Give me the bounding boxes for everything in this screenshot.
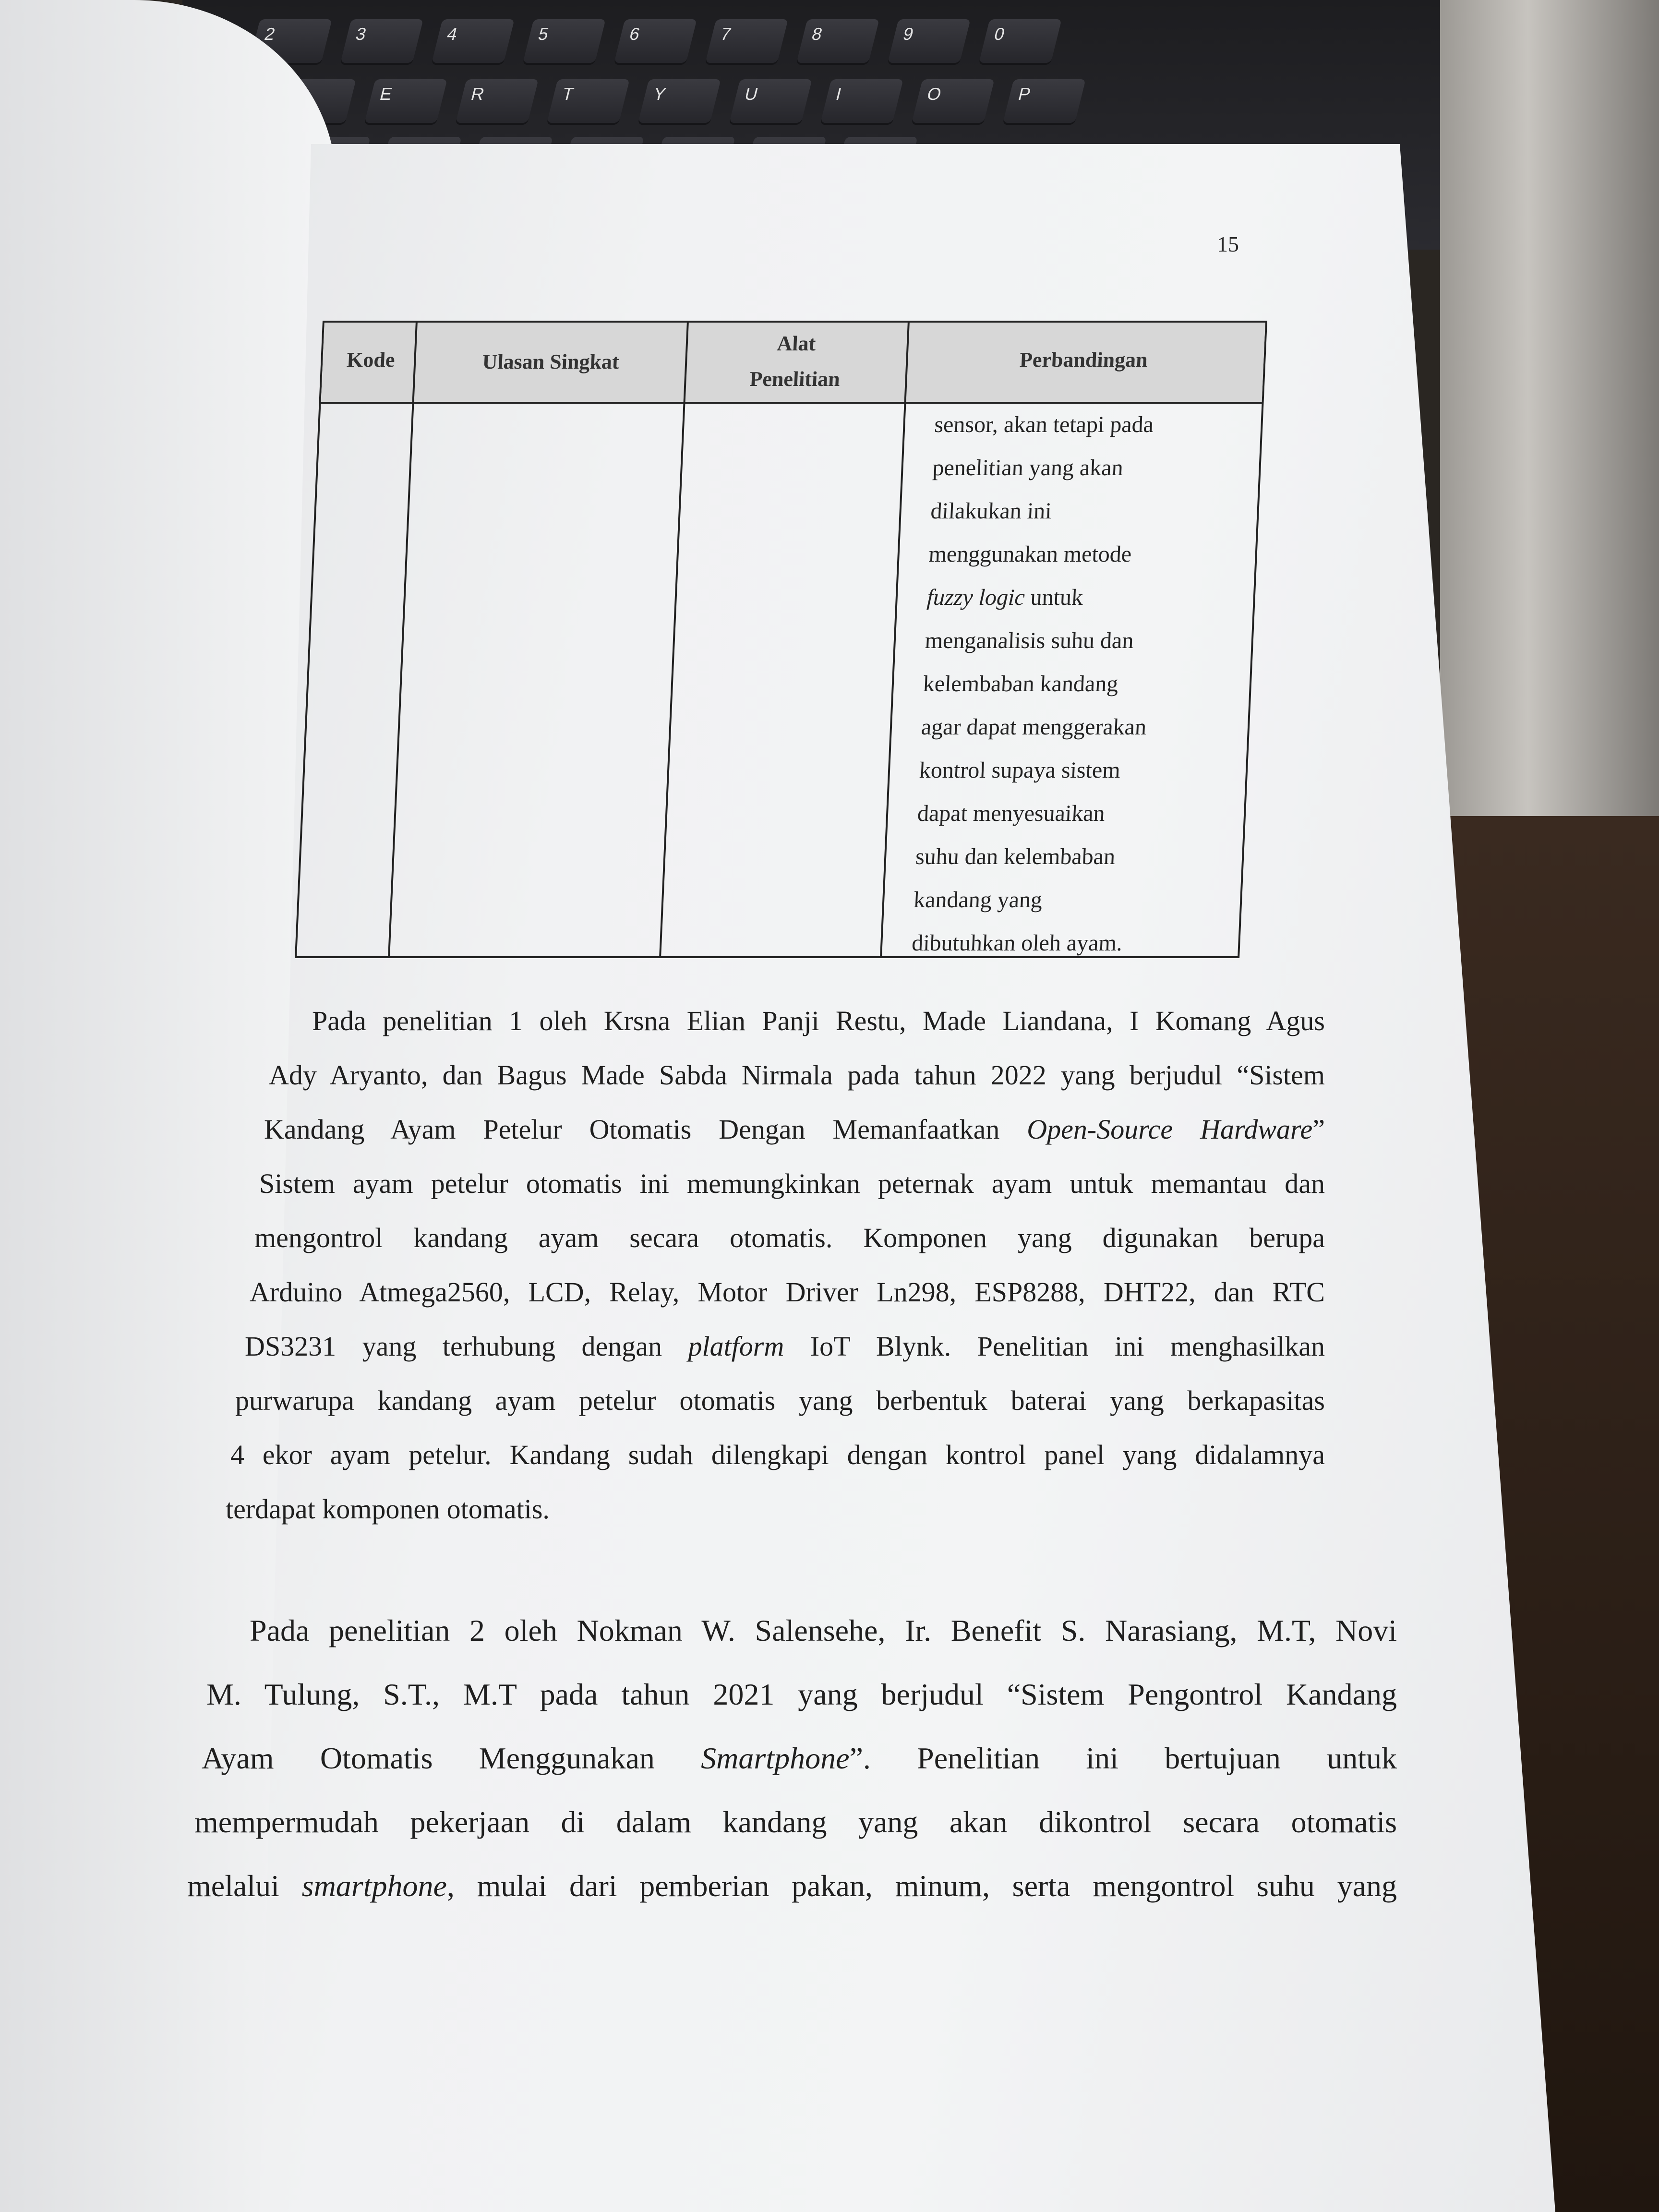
text-run: ”. Penelitian ini bertujuan untuk [849,1741,1397,1775]
key: 3 [340,19,423,65]
key: P [1002,79,1086,125]
text-run: melalui [187,1869,302,1903]
key: R [455,79,539,125]
paragraph-line: 4 ekor ayam petelur. Kandang sudah dilengkapi dengan kontrol panel yang didalamnya [230,1439,1325,1470]
text-run: ” [1312,1114,1325,1145]
page-number: 15 [1217,232,1239,256]
header-ulasan-singkat: Ulasan Singkat [481,350,620,373]
column-divider [388,323,418,956]
paragraph-line: mengontrol kandang ayam secara otomatis. Komponen yang digunakan berupa [254,1222,1325,1253]
text-run: , mulai dari pemberian pakan, minum, serta mengontrol suhu yang [446,1869,1397,1903]
cell-line: menganalisis suhu dan [924,628,1134,653]
text-run: DS3231 yang terhubung dengan [245,1331,688,1362]
paragraph-line: Ady Aryanto, dan Bagus Made Sabda Nirmala pada tahun 2022 yang berjudul “Sistem [269,1059,1325,1091]
italic-term: fuzzy logic [926,585,1025,610]
italic-term: platform [688,1331,784,1362]
cell-line: dibutuhkan oleh ayam. [911,930,1123,956]
italic-term: Open-Source Hardware [1027,1114,1313,1145]
paragraph-penelitian-1 [226,994,1325,1536]
cell-line: dapat menyesuaikan [917,801,1106,826]
key: Y [637,79,721,125]
text-run: Ayam Otomatis Menggunakan [202,1741,701,1775]
paragraph-line [187,1854,1397,1918]
column-divider [659,323,689,956]
header-kode: Kode [346,348,396,372]
laptop-edge [1440,0,1659,816]
cell-line-rest: untuk [1024,585,1084,610]
key: 7 [705,19,788,65]
paragraph-line: Arduino Atmega2560, LCD, Relay, Motor Driver Ln298, ESP8288, DHT22, dan RTC [250,1276,1325,1308]
paragraph-line: mempermudah pekerjaan di dalam kandang yang akan dikontrol secara otomatis [194,1805,1397,1839]
key: E [364,79,447,125]
keyboard-row-numbers [254,19,1056,72]
text-run: Kandang Ayam Petelur Otomatis Dengan Memanfaatkan [264,1114,1027,1145]
keyboard-row-top [278,79,1080,132]
italic-term: Smartphone [701,1741,850,1775]
paragraph-line: terdapat komponen otomatis. [226,1493,550,1525]
key: 5 [522,19,606,65]
cell-line: kontrol supaya sistem [918,757,1121,783]
key: T [546,79,630,125]
header-alat-line2: Penelitian [749,367,841,391]
key: 4 [431,19,515,65]
paragraph-line [226,1319,1325,1373]
cell-line: agar dapat menggerakan [920,714,1147,740]
paragraph-line: Pada penelitian 1 oleh Krsna Elian Panji Restu, Made Liandana, I Komang Agus [312,1005,1325,1036]
key: O [911,79,995,125]
paragraph-line [226,1102,1325,1156]
cell-line: sensor, akan tetapi pada [934,412,1154,437]
paragraph-penelitian-2 [187,1599,1397,1918]
paragraph-line: purwarupa kandang ayam petelur otomatis yang berbentuk baterai yang berkapasitas [235,1385,1325,1416]
cell-line-fuzzy [926,576,1259,619]
key: 8 [796,19,879,65]
key: 9 [887,19,971,65]
comparison-table [295,321,1267,958]
text-run: IoT Blynk. Penelitian ini menghasilkan [784,1331,1325,1362]
cell-line: dilakukan ini [930,498,1052,524]
cell-line: menggunakan metode [928,541,1132,567]
key: I [820,79,903,125]
paragraph-line: Sistem ayam petelur otomatis ini memungkinkan peternak ayam untuk memantau dan [259,1168,1325,1199]
cell-line: suhu dan kelembaban [915,844,1116,869]
paragraph-line: M. Tulung, S.T., M.T pada tahun 2021 yang berjudul “Sistem Pengontrol Kandang [206,1677,1397,1711]
key: 2 [249,19,332,65]
header-perbandingan: Perbandingan [1019,348,1148,372]
cell-line: penelitian yang akan [932,455,1124,481]
paragraph-line [187,1726,1397,1790]
key: 0 [978,19,1062,65]
column-divider [880,323,910,956]
key: 6 [613,19,697,65]
paragraph-line: Pada penelitian 2 oleh Nokman W. Salensehe, Ir. Benefit S. Narasiang, M.T, Novi [250,1613,1397,1647]
key: U [729,79,812,125]
header-alat-line1: Alat [776,332,817,355]
cell-line: kelembaban kandang [922,671,1119,697]
perbandingan-cell [911,403,1266,965]
italic-term: smartphone [301,1869,447,1903]
cell-line: kandang yang [913,887,1043,913]
